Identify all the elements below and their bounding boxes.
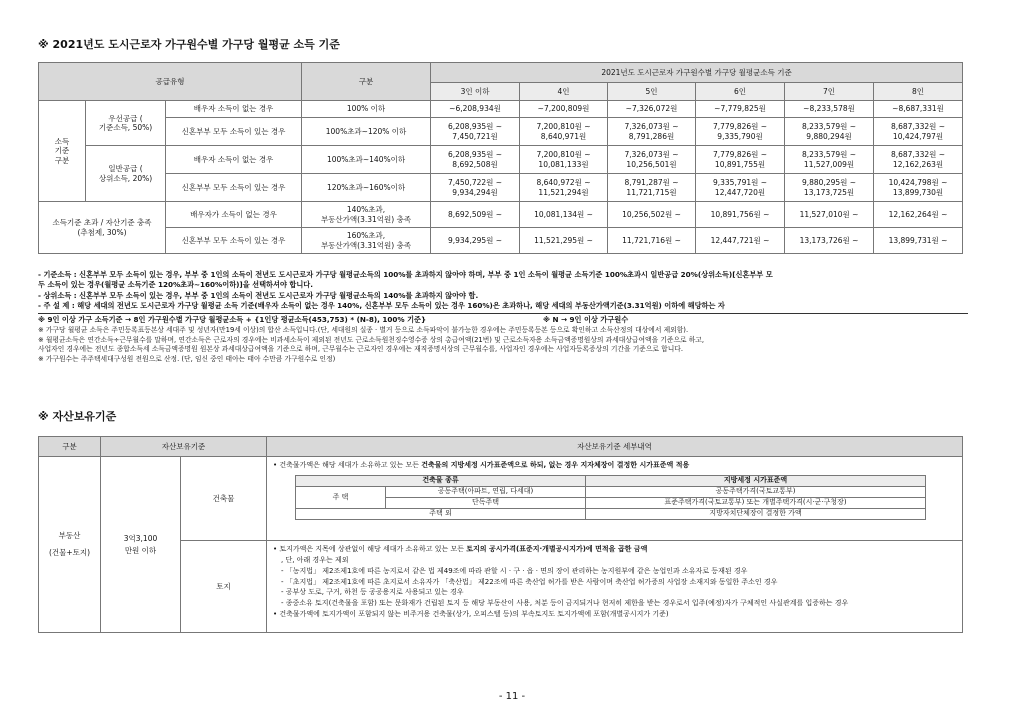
income-cell: 13,173,726원 ~: [785, 228, 874, 254]
land-intro-bold: 토지의 공시가격(표준지·개별공시지가)에 면적을 곱한 금액: [466, 545, 648, 553]
condition: 배우자 소득이 없는 경우: [166, 146, 302, 174]
income-cell: 8,687,332원 ~ 12,162,263원: [874, 146, 963, 174]
income-cell: 8,692,509원 ~: [431, 202, 520, 228]
income-cell: 12,162,264원 ~: [874, 202, 963, 228]
note-line: - 상위소득 : 신혼부부 모두 소득이 있는 경우, 부부 중 1인의 소득이 전년도 도시근로자 가구당 월평균소득의 140%를 초과하지 않아야 함.: [38, 290, 479, 300]
col-header: 7인: [785, 83, 874, 101]
income-cell: 7,326,073원 ~ 10,256,501원: [608, 146, 696, 174]
income-cell: 7,779,826원 ~ 9,335,790원: [696, 118, 785, 146]
income-cell: 8,233,579원 ~ 9,880,294원: [785, 118, 874, 146]
income-notes: [38, 270, 968, 365]
income-cell: 11,521,295원 ~: [520, 228, 608, 254]
asset-header-gubun: 구분: [39, 437, 101, 457]
income-cell: 10,424,798원 ~ 13,899,730원: [874, 174, 963, 202]
income-range: 100% 이하: [302, 101, 431, 118]
land-item: - 「농지법」 제2조제1호에 따른 농지로서 같은 법 제49조에 따라 관할 시 · 구 · 읍 · 면의 장이 관리하는 농지원부에 같은 농업인과 소유자로 등재된 경우: [281, 566, 748, 575]
sub-cell: 주 택: [296, 486, 386, 508]
income-cell: 7,779,826원 ~ 10,891,755원: [696, 146, 785, 174]
col-header: 8인: [874, 83, 963, 101]
income-cell: ~7,326,072원: [608, 101, 696, 118]
income-group-label: 소득 기준 구분: [39, 101, 86, 202]
income-range: 140%초과, 부동산가액(3.31억원) 충족: [302, 202, 431, 228]
sub-cell: 공동주택가격(국토교통부): [586, 486, 926, 497]
building-subtable: [295, 475, 926, 520]
section1-title: ※ 2021년도 도시근로자 가구원수별 가구당 월평균 소득 기준: [38, 38, 340, 51]
building-label: 건축물: [181, 457, 267, 541]
income-cell: 13,899,731원 ~: [874, 228, 963, 254]
income-cell: 9,335,791원 ~ 12,447,720원: [696, 174, 785, 202]
fine-note: ※ 가구원수는 주주택세대구성원 전원으로 산정. (단, 임신 중인 태아는 태아 수만큼 가구원수로 인정): [38, 355, 336, 364]
header-supply-type: 공급유형: [39, 63, 302, 101]
income-cell: 8,640,972원 ~ 11,521,294원: [520, 174, 608, 202]
supply-type: 소득기준 초과 / 자산기준 충족 (추첨제, 30%): [39, 202, 166, 254]
asset-table: [38, 436, 963, 633]
header-income-standard: 2021년도 도시근로자 가구원수별 가구당 월평균소득 기준: [431, 63, 963, 83]
income-cell: 8,233,579원 ~ 11,527,009원: [785, 146, 874, 174]
income-cell: 8,791,287원 ~ 11,721,715원: [608, 174, 696, 202]
income-cell: ~6,208,934원: [431, 101, 520, 118]
sub-cell: 표준주택가격(국토교통부) 또는 개별주택가격(시·군·구청장): [586, 497, 926, 508]
asset-amount: 3억3,100 만원 이하: [101, 457, 181, 633]
building-intro-bold: 건축물의 지방세정 시가표준액으로 하되, 없는 경우 지자체장이 결정한 시가표준액 적용: [421, 461, 690, 469]
formula: ※ 9인 이상 가구 소득기준 → 8인 가구원수별 가구당 월평균소득 + {1인당 평균소득(453,753) * (N-8), 100% 기준}: [38, 314, 427, 324]
income-cell: 11,527,010원 ~: [785, 202, 874, 228]
income-cell: 6,208,935원 ~ 8,692,508원: [431, 146, 520, 174]
col-header: 3인 이하: [431, 83, 520, 101]
sub-cell: 주택 외: [296, 508, 586, 519]
income-cell: 6,208,935원 ~ 7,450,721원: [431, 118, 520, 146]
income-cell: 11,721,716원 ~: [608, 228, 696, 254]
income-cell: 12,447,721원 ~: [696, 228, 785, 254]
income-cell: 10,256,502원 ~: [608, 202, 696, 228]
condition: 배우자가 소득이 없는 경우: [166, 202, 302, 228]
sub-cell: 단독주택: [386, 497, 586, 508]
income-cell: 8,687,332원 ~ 10,424,797원: [874, 118, 963, 146]
note-line: - 기준소득 : 신혼부부 모두 소득이 있는 경우, 부부 중 1인의 소득이 전년도 도시근로자 가구당 월평균소득의 100%를 초과하지 않아야 하며, 부부 중 1인 소득이 월평균 소득기준 100%초과시 일반공급 20%(상위소득)[신혼부부 모: [38, 270, 773, 279]
section2-title: ※ 자산보유기준: [38, 410, 117, 423]
land-intro: • 토지가액은 지목에 상관없이 해당 세대가 소유하고 있는 모든: [273, 545, 467, 553]
col-header: 6인: [696, 83, 785, 101]
land-item: - 종중소유 토지(건축물을 포함) 또는 문화재가 건립된 토지 등 해당 부동산이 사용, 처분 등이 금지되거나 현저히 제한을 받는 경우로서 입주(예정)자가 구체적인 사실관계를 입증하는 경우: [281, 599, 849, 608]
asset-header-detail: 자산보유기준 세부내역: [267, 437, 963, 457]
income-cell: 9,880,295원 ~ 13,173,725원: [785, 174, 874, 202]
income-range: 100%초과~140%이하: [302, 146, 431, 174]
building-detail: [267, 457, 963, 541]
income-cell: 10,891,756원 ~: [696, 202, 785, 228]
header-gubun: 구분: [302, 63, 431, 101]
income-cell: 7,200,810원 ~ 10,081,133원: [520, 146, 608, 174]
asset-type-label: 부동산 (건물+토지): [39, 457, 101, 633]
income-range: 120%초과~160%이하: [302, 174, 431, 202]
sub-header: 건축물 종류: [296, 475, 586, 486]
income-range: 160%초과, 부동산가액(3.31억원) 충족: [302, 228, 431, 254]
condition: 신혼부부 모두 소득이 있는 경우: [166, 228, 302, 254]
formula-n: ※ N → 9인 이상 가구원수: [543, 314, 629, 324]
income-cell: 10,081,134원 ~: [520, 202, 608, 228]
land-detail: [267, 541, 963, 633]
sub-cell: 지방자치단체장이 결정한 가액: [586, 508, 926, 519]
formula-line: [38, 315, 968, 326]
income-cell: 7,326,073원 ~ 8,791,286원: [608, 118, 696, 146]
income-cell: 9,934,295원 ~: [431, 228, 520, 254]
land-item: , 단, 아래 경우는 제외: [281, 555, 349, 564]
asset-header-standard: 자산보유기준: [101, 437, 267, 457]
supply-type: 우선공급 ( 기준소득, 50%): [86, 101, 166, 146]
condition: 신혼부부 모두 소득이 있는 경우: [166, 174, 302, 202]
col-header: 5인: [608, 83, 696, 101]
sub-cell: 공동주택(아파트, 연립, 다세대): [386, 486, 586, 497]
income-cell: 7,450,722원 ~ 9,934,294원: [431, 174, 520, 202]
land-item: • 건축물가액에 토지가액이 포함되지 않는 비주거용 건축물(상가, 오피스텔 등)의 부속토지도 토지가액에 포함(개별공시지가 기준): [273, 610, 669, 619]
sub-header: 지방세정 시가표준액: [586, 475, 926, 486]
income-cell: ~8,233,578원: [785, 101, 874, 118]
income-table: [38, 62, 963, 254]
condition: 신혼부부 모두 소득이 있는 경우: [166, 118, 302, 146]
land-item: - 공부상 도로, 구거, 하천 등 공공용지로 사용되고 있는 경우: [281, 588, 464, 597]
fine-note: ※ 월평균소득은 연간소득÷근무월수를 말하며, 연간소득은 근로자의 경우에는 비과세소득이 제외된 전년도 근로소득원천징수영수증 상의 총급여액(21번) 및 근로소득자용 소득금액증명원상의 과세대상급여액을 기준으로 하고,: [38, 335, 705, 344]
land-item: - 「초지법」 제2조제1호에 따른 초지로서 소유자가 「축산법」 제22조에 따른 축산업 허가를 받은 사람이며 축산업 허가증의 사업장 소재지와 동일한 주소인 경우: [281, 577, 778, 586]
condition: 배우자 소득이 없는 경우: [166, 101, 302, 118]
income-cell: 7,200,810원 ~ 8,640,971원: [520, 118, 608, 146]
fine-note: 사업자인 경우에는 전년도 종합소득세 소득금액증명원 원본상 과세대상급여액을 기준으로 하며, 근무월수는 근로자인 경우에는 재직증명서상의 근무월수를, 사업자인 경우에는 사업자등록증상의 기간을 기준으로 합니다.: [38, 345, 684, 354]
income-cell: ~8,687,331원: [874, 101, 963, 118]
col-header: 4인: [520, 83, 608, 101]
fine-note: ※ 가구당 월평균 소득은 주민등록표등본상 세대주 및 성년자(만19세 이상)의 합산 소득입니다.(단, 세대원의 실종 · 별거 등으로 소득파악이 불가능한 경우에는 주민등록등본 등으로 확인하고 소득산정의 대상에서 제외함).: [38, 325, 689, 334]
divider: [38, 313, 968, 314]
land-label: 토지: [181, 541, 267, 633]
supply-type: 일반공급 ( 상위소득, 20%): [86, 146, 166, 202]
note-line: - 주 설 제 : 해당 세대의 전년도 도시근로자 가구당 월평균 소득 기준(배우자 소득이 없는 경우 140%, 신혼부부 모두 소득이 있는 경우 160%)은 초과하나, 해당 세대의 부동산가액기준(3.31억원) 이하에 해당하는 자: [38, 301, 725, 311]
income-range: 100%초과~120% 이하: [302, 118, 431, 146]
income-cell: ~7,779,825원: [696, 101, 785, 118]
page-number: - 11 -: [498, 691, 526, 702]
income-cell: ~7,200,809원: [520, 101, 608, 118]
building-intro: • 건축물가액은 해당 세대가 소유하고 있는 모든: [273, 461, 422, 469]
note-line: 두 소득이 있는 경우(월평균 소득기준 120%초과~160%이하)]을 선택하셔야 합니다.: [38, 280, 313, 290]
